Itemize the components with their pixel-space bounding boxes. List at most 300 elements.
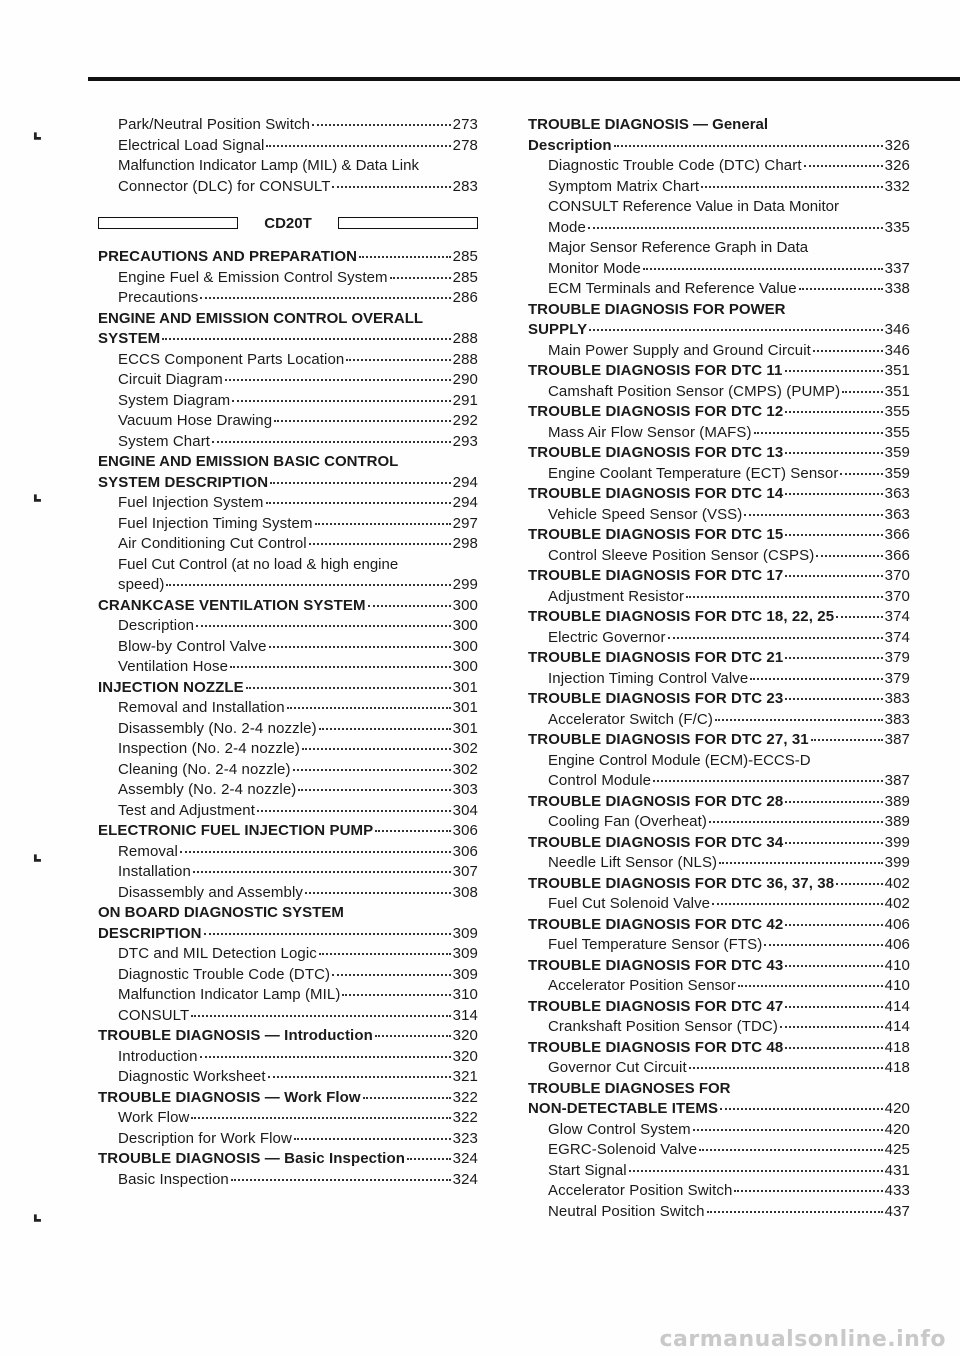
- toc-entry-title: Needle Lift Sensor (NLS): [548, 854, 718, 871]
- toc-entry-title: TROUBLE DIAGNOSIS FOR DTC 15: [528, 526, 784, 543]
- toc-entry-title: DTC and MIL Detection Logic: [118, 945, 317, 962]
- toc-entry-title: NON-DETECTABLE ITEMS: [528, 1100, 719, 1117]
- toc-entry[interactable]: [528, 1120, 910, 1141]
- toc-entry-title: TROUBLE DIAGNOSIS FOR DTC 21: [528, 649, 784, 666]
- toc-page-number: 374: [884, 628, 910, 646]
- toc-heading[interactable]: [528, 874, 910, 895]
- toc-page-number: 374: [884, 608, 910, 625]
- toc-heading[interactable]: [528, 833, 910, 854]
- toc-entry-title: Removal and Installation: [118, 699, 285, 716]
- dot-leader: [268, 1076, 451, 1078]
- dot-leader: [246, 687, 451, 689]
- toc-entry[interactable]: [98, 575, 478, 596]
- toc-page-number: 370: [884, 567, 910, 584]
- toc-page-number: 322: [452, 1088, 478, 1106]
- toc-entry-title: SYSTEM DESCRIPTION: [98, 473, 269, 491]
- toc-entry[interactable]: [528, 710, 910, 731]
- toc-entry[interactable]: [98, 780, 478, 801]
- toc-page-number: 402: [884, 874, 910, 892]
- toc-heading[interactable]: [98, 1149, 478, 1170]
- dot-leader: [689, 1067, 883, 1069]
- toc-entry[interactable]: [98, 411, 478, 432]
- toc-page-number: 346: [884, 341, 910, 359]
- toc-page-number: 309: [452, 924, 478, 942]
- toc-heading[interactable]: [98, 1026, 478, 1047]
- toc-heading[interactable]: [528, 525, 910, 546]
- dot-leader: [363, 1097, 451, 1099]
- toc-entry[interactable]: [98, 288, 478, 309]
- toc-entry[interactable]: [528, 771, 910, 792]
- toc-page-number: 389: [884, 813, 910, 830]
- toc-entry-title: Park/Neutral Position Switch: [118, 116, 311, 133]
- dot-leader: [270, 482, 451, 484]
- toc-entry-title: Fuel Injection Timing System: [118, 514, 313, 532]
- toc-page-number: 355: [884, 423, 910, 441]
- dot-leader: [744, 514, 882, 516]
- toc-entry-line: Engine Control Module (ECM)-ECCS-D: [548, 751, 811, 769]
- toc-heading[interactable]: [98, 678, 478, 699]
- toc-entry-title: Blow-by Control Valve: [118, 637, 267, 655]
- dot-leader: [738, 985, 883, 987]
- toc-page-number: 324: [452, 1170, 478, 1188]
- dot-leader: [699, 1149, 882, 1151]
- dot-leader: [196, 625, 451, 627]
- toc-entry[interactable]: [98, 637, 478, 658]
- toc-page-number: 379: [884, 649, 910, 666]
- toc-entry-title: Fuel Injection System: [118, 494, 264, 511]
- toc-entry[interactable]: [98, 514, 478, 535]
- toc-page-number: 351: [884, 382, 910, 400]
- toc-entry-title: TROUBLE DIAGNOSIS FOR DTC 11: [528, 362, 783, 379]
- toc-entry[interactable]: [528, 1181, 910, 1202]
- dot-leader: [785, 411, 882, 413]
- dot-leader: [287, 707, 451, 709]
- toc-entry-title: TROUBLE DIAGNOSIS FOR DTC 14: [528, 485, 784, 502]
- toc-entry-title: Accelerator Switch (F/C): [548, 710, 713, 728]
- toc-entry[interactable]: [98, 883, 478, 904]
- toc-entry-title: Ventilation Hose: [118, 658, 229, 675]
- toc-entry[interactable]: [528, 628, 910, 649]
- toc-entry[interactable]: [528, 259, 910, 280]
- toc-page-number: 399: [884, 833, 910, 851]
- toc-entry[interactable]: [528, 935, 910, 956]
- toc-entry-title: Crankshaft Position Sensor (TDC): [548, 1018, 778, 1035]
- toc-page-number: 355: [884, 403, 910, 420]
- toc-page-number: 298: [452, 535, 478, 552]
- top-rule: [88, 77, 960, 81]
- toc-heading[interactable]: [528, 997, 910, 1018]
- dot-leader: [785, 924, 882, 926]
- toc-entry[interactable]: [98, 370, 478, 391]
- toc-entry-title: CONSULT: [118, 1006, 190, 1024]
- toc-entry[interactable]: [528, 812, 910, 833]
- toc-entry-title: SUPPLY: [528, 321, 588, 338]
- toc-entry-title: ECCS Component Parts Location: [118, 350, 345, 368]
- toc-page-number: 418: [884, 1059, 910, 1076]
- toc-entry[interactable]: [528, 976, 910, 997]
- toc-entry[interactable]: [98, 944, 478, 965]
- toc-page-number: 285: [452, 248, 478, 265]
- toc-entry[interactable]: [98, 719, 478, 740]
- toc-page-number: 301: [452, 699, 478, 716]
- dot-leader: [840, 473, 882, 475]
- toc-heading[interactable]: [528, 915, 910, 936]
- toc-entry[interactable]: [528, 853, 910, 874]
- toc-entry-title: Installation: [118, 863, 191, 880]
- toc-page-number: 301: [452, 678, 478, 696]
- toc-entry-title: TROUBLE DIAGNOSIS FOR DTC 27, 31: [528, 731, 809, 748]
- dot-leader: [390, 277, 451, 279]
- toc-heading[interactable]: [528, 956, 910, 977]
- dot-leader: [712, 903, 883, 905]
- toc-entry-title: TROUBLE DIAGNOSIS — Introduction: [98, 1027, 373, 1044]
- toc-page-number: 320: [452, 1047, 478, 1065]
- toc-entry[interactable]: [528, 382, 910, 403]
- toc-entry-title: EGRC-Solenoid Valve: [548, 1141, 698, 1158]
- toc-entry-title: PRECAUTIONS AND PREPARATION: [98, 248, 358, 265]
- dot-leader: [785, 1047, 882, 1049]
- toc-entry[interactable]: [98, 1047, 478, 1068]
- toc-page-number: 310: [452, 986, 478, 1003]
- toc-entry[interactable]: [98, 985, 478, 1006]
- toc-heading-line: ON BOARD DIAGNOSTIC SYSTEM: [98, 904, 344, 921]
- toc-page-number: 292: [452, 412, 478, 429]
- toc-heading-line: TROUBLE DIAGNOSIS FOR POWER: [528, 300, 786, 318]
- toc-heading[interactable]: [528, 402, 910, 423]
- toc-entry[interactable]: [98, 534, 478, 555]
- toc-entry-title: Air Conditioning Cut Control: [118, 535, 307, 552]
- dot-leader: [701, 186, 882, 188]
- toc-entry-title: DESCRIPTION: [98, 924, 202, 942]
- toc-page-number: 425: [884, 1141, 910, 1158]
- toc-entry-title: Electrical Load Signal: [118, 136, 265, 154]
- toc-entry-title: Removal: [118, 842, 178, 860]
- toc-heading[interactable]: [528, 1038, 910, 1059]
- toc-entry-title: Malfunction Indicator Lamp (MIL): [118, 986, 341, 1003]
- dot-leader: [785, 370, 883, 372]
- section-divider: [98, 209, 478, 237]
- watermark: carmanualsonline.info: [659, 1327, 946, 1352]
- toc-entry-title: Injection Timing Control Valve: [548, 669, 749, 687]
- toc-entry-title: speed): [118, 576, 165, 593]
- dot-leader: [162, 338, 450, 340]
- toc-entry[interactable]: [528, 464, 910, 485]
- toc-entry-title: TROUBLE DIAGNOSIS FOR DTC 48: [528, 1038, 784, 1056]
- dot-leader: [804, 165, 883, 167]
- dot-leader: [305, 892, 451, 894]
- toc-entry[interactable]: [98, 657, 478, 678]
- toc-heading[interactable]: [528, 443, 910, 464]
- toc-entry-title: Circuit Diagram: [118, 371, 223, 388]
- toc-heading[interactable]: [98, 473, 478, 494]
- toc-entry[interactable]: [528, 279, 910, 300]
- toc-entry[interactable]: [528, 156, 910, 177]
- toc-entry[interactable]: [98, 391, 478, 412]
- dot-leader: [191, 1117, 450, 1119]
- toc-page-number: 273: [452, 116, 478, 133]
- dot-leader: [785, 452, 882, 454]
- toc-heading[interactable]: [98, 924, 478, 945]
- toc-page-number: 309: [452, 945, 478, 962]
- toc-page-number: 320: [452, 1027, 478, 1044]
- toc-page-number: 359: [884, 444, 910, 461]
- toc-page-number: 306: [452, 822, 478, 839]
- toc-heading[interactable]: [98, 821, 478, 842]
- toc-page-number: 418: [884, 1038, 910, 1056]
- toc-entry[interactable]: [98, 1006, 478, 1027]
- toc-left-column: [98, 115, 478, 1190]
- toc-entry[interactable]: [98, 616, 478, 637]
- toc-page-number: 414: [884, 997, 910, 1015]
- toc-entry[interactable]: [98, 1108, 478, 1129]
- dot-leader: [799, 288, 883, 290]
- toc-page-number: 383: [884, 690, 910, 707]
- toc-entry[interactable]: [98, 1170, 478, 1191]
- toc-entry[interactable]: [528, 669, 910, 690]
- toc-page-number: 402: [884, 895, 910, 912]
- toc-page-number: 286: [452, 289, 478, 306]
- toc-page-number: 420: [884, 1120, 910, 1138]
- toc-entry-title: Work Flow: [118, 1109, 190, 1126]
- toc-entry-title: TROUBLE DIAGNOSIS FOR DTC 23: [528, 690, 784, 707]
- toc-heading[interactable]: [528, 566, 910, 587]
- toc-page-number: 322: [452, 1109, 478, 1126]
- toc-page-number: 379: [884, 669, 910, 687]
- toc-entry[interactable]: [98, 115, 478, 136]
- toc-entry-title: Engine Coolant Temperature (ECT) Sensor: [548, 464, 839, 482]
- dot-leader: [750, 678, 882, 680]
- dot-leader: [589, 329, 882, 331]
- toc-entry[interactable]: [98, 801, 478, 822]
- toc-page-number: 332: [884, 177, 910, 195]
- toc-entry-title: Disassembly (No. 2-4 nozzle): [118, 719, 317, 737]
- toc-entry-title: TROUBLE DIAGNOSIS FOR DTC 47: [528, 997, 784, 1015]
- toc-entry[interactable]: [528, 587, 910, 608]
- dot-leader: [375, 1035, 451, 1037]
- dot-leader: [309, 543, 451, 545]
- dot-leader: [816, 555, 882, 557]
- toc-entry-title: TROUBLE DIAGNOSIS FOR DTC 18, 22, 25: [528, 608, 835, 625]
- toc-entry[interactable]: [528, 177, 910, 198]
- toc-entry[interactable]: [98, 136, 478, 157]
- toc-page-number: 321: [452, 1068, 478, 1085]
- toc-entry-title: Cooling Fan (Overheat): [548, 813, 707, 830]
- dot-leader: [785, 801, 882, 803]
- toc-entry-title: Engine Fuel & Emission Control System: [118, 268, 388, 286]
- toc-heading[interactable]: [528, 361, 910, 382]
- dot-leader: [375, 830, 450, 832]
- dot-leader: [212, 441, 451, 443]
- toc-page-number: 337: [884, 259, 910, 277]
- toc-page-number: 307: [452, 863, 478, 880]
- toc-entry[interactable]: [98, 862, 478, 883]
- toc-page-number: 437: [884, 1202, 910, 1220]
- toc-entry[interactable]: [98, 739, 478, 760]
- toc-entry-title: ELECTRONIC FUEL INJECTION PUMP: [98, 822, 374, 839]
- toc-heading[interactable]: [98, 329, 478, 350]
- dot-leader: [811, 739, 883, 741]
- toc-page-number: 301: [452, 719, 478, 737]
- toc-page-number: 300: [452, 637, 478, 655]
- toc-entry-title: Glow Control System: [548, 1120, 691, 1138]
- toc-page-number: 288: [452, 350, 478, 368]
- toc-page-number: 314: [452, 1006, 478, 1024]
- dot-leader: [785, 1006, 882, 1008]
- dot-leader: [319, 728, 451, 730]
- toc-page-number: 302: [452, 740, 478, 757]
- toc-heading-line: TROUBLE DIAGNOSIS — General: [528, 116, 769, 133]
- toc-page-number: 366: [884, 526, 910, 543]
- toc-heading[interactable]: [528, 648, 910, 669]
- toc-right-column: [528, 115, 910, 1222]
- dot-leader: [707, 1211, 883, 1213]
- toc-heading[interactable]: [98, 247, 478, 268]
- toc-page-number: 363: [884, 505, 910, 523]
- toc-entry[interactable]: [528, 1140, 910, 1161]
- toc-page-number: 410: [884, 956, 910, 974]
- dot-leader: [231, 1179, 451, 1181]
- toc-entry[interactable]: [528, 1202, 910, 1223]
- toc-entry-title: Accelerator Position Switch: [548, 1182, 733, 1199]
- dot-leader: [693, 1129, 883, 1131]
- toc-page-number: 300: [452, 596, 478, 614]
- dot-leader: [780, 1026, 883, 1028]
- toc-page-number: 304: [452, 801, 478, 819]
- toc-entry[interactable]: [528, 1017, 910, 1038]
- toc-heading-line: ENGINE AND EMISSION CONTROL OVERALL: [98, 309, 424, 327]
- toc-entry[interactable]: [528, 218, 910, 239]
- toc-entry[interactable]: [98, 177, 478, 198]
- toc-heading[interactable]: [528, 484, 910, 505]
- dot-leader: [315, 523, 451, 525]
- dot-leader: [193, 871, 451, 873]
- toc-entry[interactable]: [528, 546, 910, 567]
- dot-leader: [346, 359, 450, 361]
- toc-entry-title: Mode: [548, 218, 586, 236]
- divider-box: [98, 217, 238, 229]
- dot-leader: [342, 994, 450, 996]
- toc-page-number: 294: [452, 473, 478, 491]
- toc-entry[interactable]: [98, 1067, 478, 1088]
- toc-entry[interactable]: [528, 341, 910, 362]
- toc-heading[interactable]: [98, 1088, 478, 1109]
- toc-entry[interactable]: [98, 698, 478, 719]
- toc-page-number: 324: [452, 1150, 478, 1167]
- toc-entry[interactable]: [98, 268, 478, 289]
- dot-leader: [200, 1056, 451, 1058]
- toc-entry[interactable]: [528, 1161, 910, 1182]
- toc-heading[interactable]: [528, 320, 910, 341]
- dot-leader: [715, 719, 883, 721]
- toc-heading[interactable]: [528, 607, 910, 628]
- toc-entry[interactable]: [528, 505, 910, 526]
- toc-entry[interactable]: [98, 760, 478, 781]
- dot-leader: [368, 605, 451, 607]
- toc-page-number: 300: [452, 617, 478, 634]
- toc-heading[interactable]: [98, 596, 478, 617]
- toc-page-number: 363: [884, 485, 910, 502]
- toc-entry-title: Introduction: [118, 1047, 198, 1065]
- dot-leader: [785, 965, 882, 967]
- dot-leader: [668, 637, 883, 639]
- toc-entry[interactable]: [98, 842, 478, 863]
- toc-page-number: 387: [884, 731, 910, 748]
- toc-heading[interactable]: [528, 1099, 910, 1120]
- toc-entry[interactable]: [98, 432, 478, 453]
- toc-page-number: 338: [884, 280, 910, 297]
- toc-heading[interactable]: [528, 136, 910, 157]
- dot-leader: [166, 584, 450, 586]
- toc-page-number: 290: [452, 371, 478, 388]
- toc-entry-title: Test and Adjustment: [118, 801, 255, 819]
- toc-entry-title: TROUBLE DIAGNOSIS FOR DTC 17: [528, 567, 784, 584]
- toc-heading[interactable]: [528, 792, 910, 813]
- toc-page-number: 288: [452, 330, 478, 347]
- toc-entry-title: TROUBLE DIAGNOSIS FOR DTC 12: [528, 403, 784, 420]
- toc-entry-title: SYSTEM: [98, 330, 161, 347]
- toc-page-number: 387: [884, 772, 910, 789]
- binding-mark-icon: ⌞: [32, 840, 43, 865]
- toc-entry-title: Start Signal: [548, 1161, 627, 1179]
- dot-leader: [614, 145, 883, 147]
- dot-leader: [709, 821, 883, 823]
- dot-leader: [230, 666, 451, 668]
- toc-page-number: 285: [452, 268, 478, 286]
- toc-page-number: 406: [884, 915, 910, 933]
- toc-heading[interactable]: [528, 730, 910, 751]
- dot-leader: [204, 933, 451, 935]
- dot-leader: [269, 646, 451, 648]
- toc-page-number: 366: [884, 546, 910, 564]
- toc-page-number: 299: [452, 576, 478, 593]
- dot-leader: [191, 1015, 450, 1017]
- toc-entry-title: Adjustment Resistor: [548, 587, 685, 605]
- toc-entry-title: TROUBLE DIAGNOSIS FOR DTC 42: [528, 915, 784, 933]
- dot-leader: [842, 391, 882, 393]
- toc-entry-title: Description: [528, 136, 612, 154]
- dot-leader: [266, 502, 451, 504]
- toc-page-number: 420: [884, 1100, 910, 1117]
- toc-entry[interactable]: [98, 965, 478, 986]
- toc-entry-title: Diagnostic Trouble Code (DTC) Chart: [548, 157, 802, 174]
- dot-leader: [180, 851, 451, 853]
- dot-leader: [266, 145, 450, 147]
- binding-mark-icon: ⌞: [32, 118, 43, 143]
- toc-entry-line: Malfunction Indicator Lamp (MIL) & Data Link: [118, 157, 419, 174]
- toc-entry[interactable]: [98, 350, 478, 371]
- toc-entry-title: Cleaning (No. 2-4 nozzle): [118, 760, 291, 778]
- toc-entry[interactable]: [528, 1058, 910, 1079]
- toc-entry[interactable]: [98, 1129, 478, 1150]
- toc-heading[interactable]: [528, 689, 910, 710]
- dot-leader: [629, 1170, 883, 1172]
- toc-page-number: 370: [884, 587, 910, 605]
- toc-page-number: 359: [884, 464, 910, 482]
- dot-leader: [653, 780, 883, 782]
- toc-page-number: 293: [452, 432, 478, 450]
- toc-entry[interactable]: [98, 493, 478, 514]
- dot-leader: [312, 124, 451, 126]
- toc-entry-title: Description: [118, 617, 195, 634]
- dot-leader: [588, 227, 883, 229]
- binding-mark-icon: ⌞: [32, 1200, 43, 1225]
- toc-entry-title: Mass Air Flow Sensor (MAFS): [548, 423, 752, 441]
- dot-leader: [785, 698, 882, 700]
- toc-page-number: 309: [452, 965, 478, 983]
- toc-entry-title: Precautions: [118, 289, 199, 306]
- toc-entry[interactable]: [528, 894, 910, 915]
- toc-entry[interactable]: [528, 423, 910, 444]
